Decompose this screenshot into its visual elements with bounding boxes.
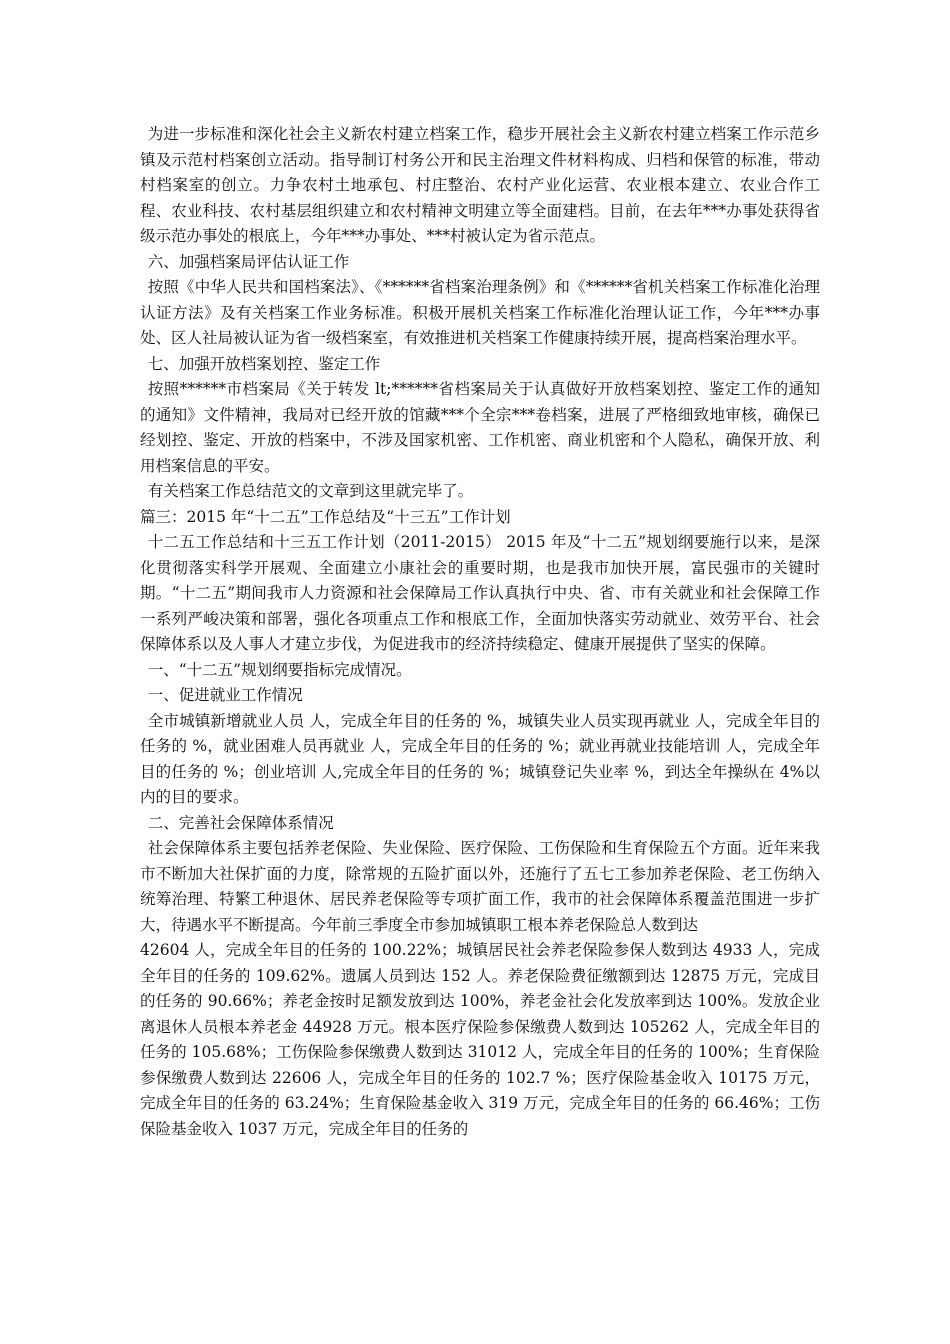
paragraph: 为进一步标准和深化社会主义新农村建立档案工作，稳步开展社会主义新农村建立档案工作示范乡镇及示范村档案创立活动。指导制订村务公开和民主治理文件材料构成、归档和保管的标准，带动村档案室的创立。力争农村土地承包、村庄整治、农村产业化运营、农业根本建立、农业合作工程、农业科技、农村基层组织建立和农村精神文明建立等全面建档。目前，在去年***办事处获得省级示范办事处的根底上，今年***办事处、***村被认定为省示范点。 bbox=[140, 125, 820, 245]
paragraph: 按照******市档案局《关于转发 lt;******省档案局关于认真做好开放档案划控、鉴定工作的通知的通知》文件精神，我局对已经开放的馆藏***个全宗***卷档案，进展了严格细致地审核，确保已经划控、鉴定、开放的档案中，不涉及国家机密、工作机密、商业机密和个人隐私，确保开放、利用档案信息的平安。 bbox=[140, 380, 820, 475]
document-body bbox=[140, 122, 820, 1142]
paragraph: 十二五工作总结和十三五工作计划（2011-2015） 2015 年及“十二五”规划纲要施行以来，是深化贯彻落实科学开展观、全面建立小康社会的重要时期，也是我市加快开展，富民强市的关键时期。“十二五”期间我市人力资源和社会保障局工作认真执行中央、省、市有关就业和社会保障工作一系列严峻决策和部署，强化各项重点工作和根底工作，全面加快落实劳动就业、效劳平台、社会保障体系以及人事人才建立步伐，为促进我市的经济持续稳定、健康开展提供了坚实的保障。 bbox=[140, 533, 820, 653]
paragraph: 篇三：2015 年“十二五”工作总结及“十三五”工作计划 bbox=[140, 507, 511, 526]
paragraph: 六、加强档案局评估认证工作 bbox=[147, 252, 350, 271]
paragraph: 42604 人，完成全年目的任务的 100.22%；城镇居民社会养老保险参保人数到达 4933 人，完成全年目的任务的 109.62%。遗属人员到达 152 人。养老保险费征缴额到达 12875 万元，完成目的任务的 90.66%；养老金按时足额发放到达 100%，养老金社会化发放率到达 100%。发放企业离退休人员根本养老金 44928 万元。根本医疗保险参保缴费人数到达 105262 人，完成全年目的任务的 105.68%；工伤保险参保缴费人数到达 31012 人，完成全年目的任务的 100%；生育保险参保缴费人数到达 22606 人，完成全年目的任务的 102.7 %；医疗保险基金收入 10175 万元，完成全年目的任务的 63.24%；生育保险基金收入 319 万元，完成全年目的任务的 66.46%；工伤保险基金收入 1037 万元，完成全年目的任务的 bbox=[140, 941, 820, 1138]
paragraph: 一、促进就业工作情况 bbox=[147, 686, 303, 704]
paragraph: 按照《中华人民共和国档案法》、《******省档案治理条例》和《******省机关档案工作标准化治理认证方法》及有关档案工作业务标准。积极开展机关档案工作标准化治理认证工作，今年***办事处、区人社局被认证为省一级档案室，有效推进机关档案工作健康持续开展，提高档案治理水平。 bbox=[140, 278, 820, 347]
paragraph: 一、“十二五”规划纲要指标完成情况。 bbox=[147, 660, 412, 679]
paragraph: 七、加强开放档案划控、鉴定工作 bbox=[147, 354, 381, 373]
paragraph: 社会保障体系主要包括养老保险、失业保险、医疗保险、工伤保险和生育保险五个方面。近年来我市不断加大社保扩面的力度，除常规的五险扩面以外，还施行了五七工参加养老保险、老工伤纳入统筹治理、特繁工种退休、居民养老保险等专项扩面工作，我市的社会保障体系覆盖范围进一步扩大，待遇水平不断提高。今年前三季度全市参加城镇职工根本养老保险总人数到达 bbox=[140, 839, 820, 934]
paragraph: 全市城镇新增就业人员 人，完成全年目的任务的 %，城镇失业人员实现再就业 人，完成全年目的任务的 %，就业困难人员再就业 人，完成全年目的任务的 %；就业再就业技能培训 人，完成全年目的任务的 %；创业培训 人,完成全年目的任务的 %；城镇登记失业率 %，到达全年操纵在 4%以内的目的要求。 bbox=[140, 711, 820, 806]
paragraph: 有关档案工作总结范文的文章到这里就完毕了。 bbox=[147, 482, 474, 500]
paragraph: 二、完善社会保障体系情况 bbox=[147, 813, 334, 832]
